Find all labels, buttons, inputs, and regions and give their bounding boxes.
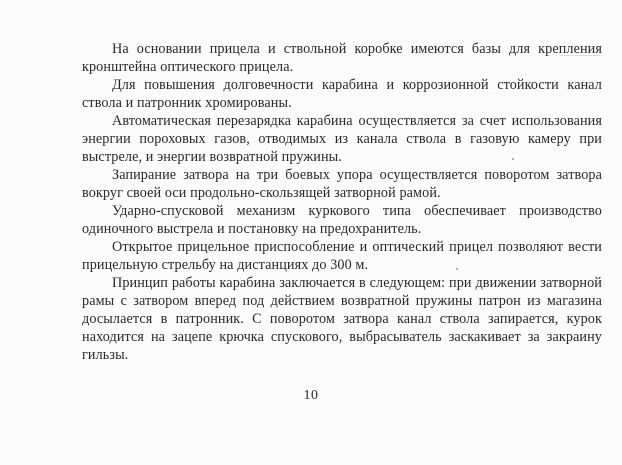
paragraph: Ударно-спусковой механизм куркового типа обеспечивает производство одиночного выстрела и постановку на предохранитель. — [82, 203, 602, 237]
paragraph: Принцип работы карабина заключается в следующем: при движении затворной рамы с затвором вперед под действием возвратной пружины патрон из магазина досылается в патронник. С поворотом затвора канал ствола запирается, курок находится на зацепе крючка спускового, выбрасыватель заскакивает за закраину гильзы. — [82, 275, 602, 363]
body-text — [82, 40, 602, 364]
paragraph: Автоматическая перезарядка карабина осуществляется за счет использования энергии пороховых газов, отводимых из канала ствола в газовую камеру при выстреле, и энергии возвратной пружины. — [82, 113, 602, 165]
page-number: 10 — [303, 388, 319, 403]
paragraph: На основании прицела и ствольной коробке имеются базы для крепления кронштейна оптического прицела. — [82, 41, 602, 75]
paragraph: Запирание затвора на три боевых упора осуществляется поворотом затвора вокруг своей оси продольно-скользящей затворной рамой. — [82, 167, 602, 201]
paragraph: Открытое прицельное приспособление и оптический прицел позволяют вести прицельную стрельбу на дистанциях до 300 м. — [82, 239, 602, 273]
paragraph: Для повышения долговечности карабина и коррозионной стойкости канал ствола и патронник хромированы. — [82, 77, 602, 111]
